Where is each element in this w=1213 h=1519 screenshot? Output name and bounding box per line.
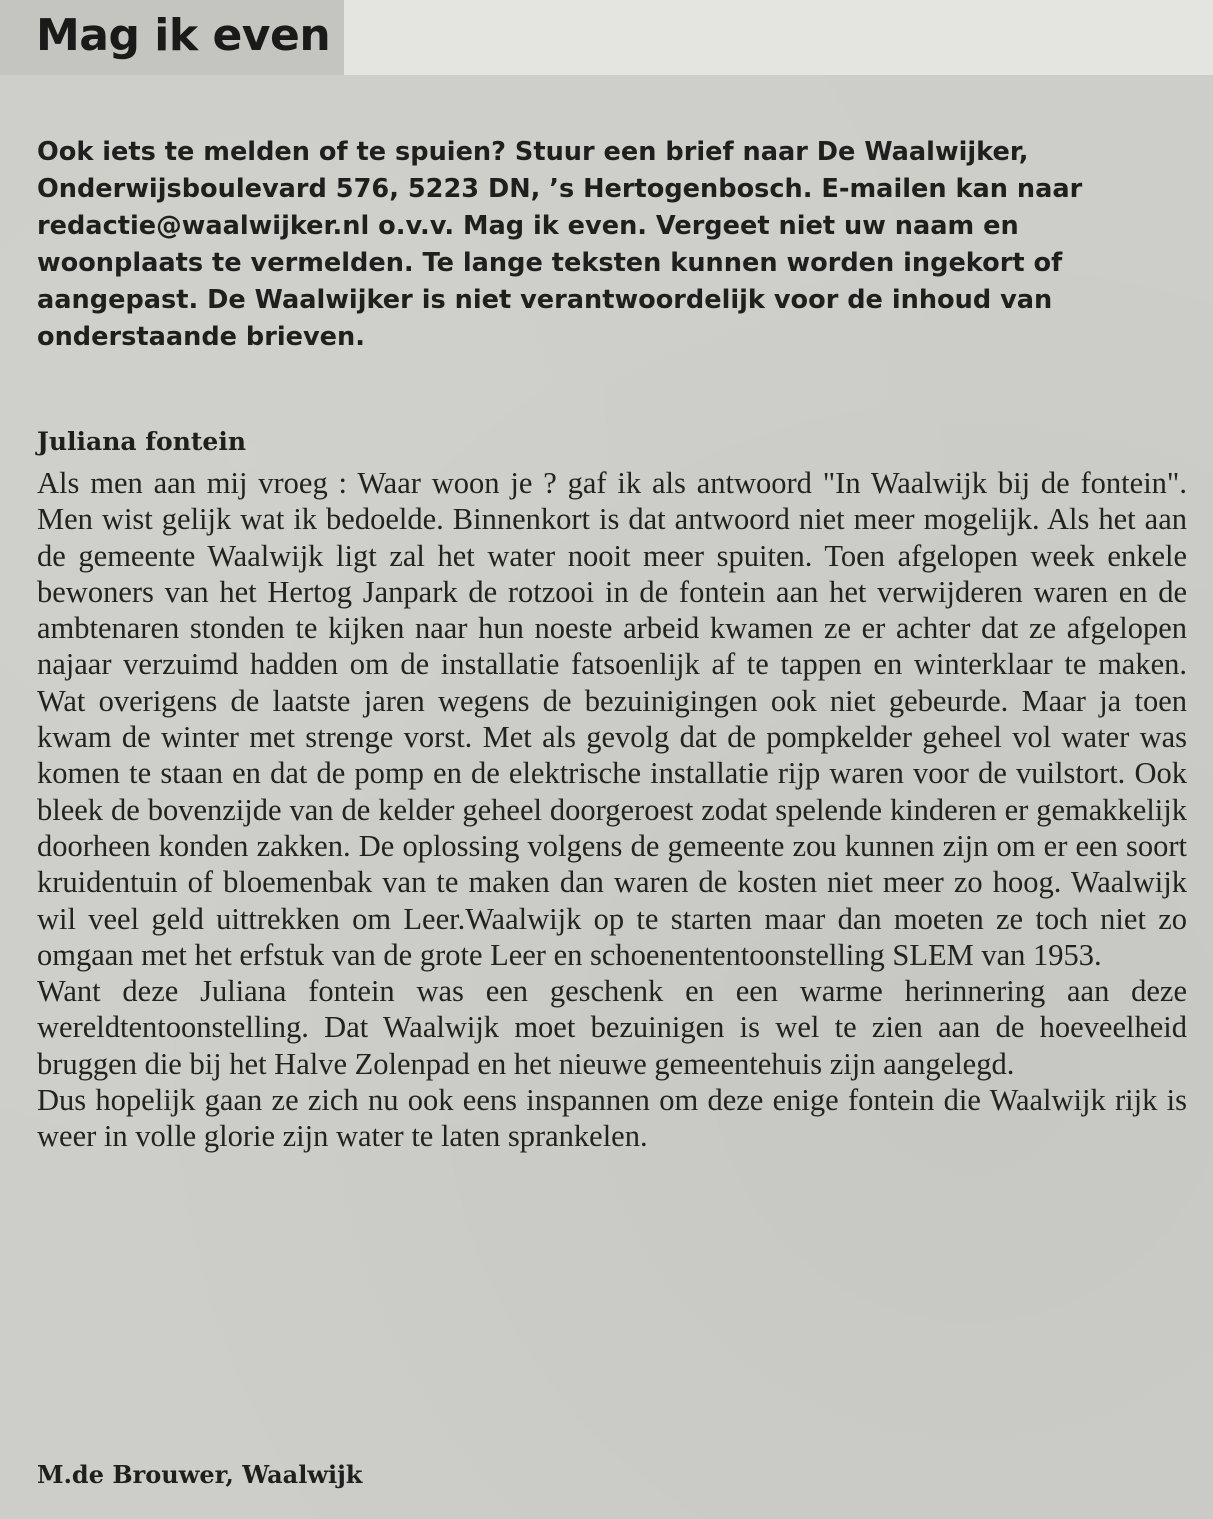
letter-body <box>37 465 1187 1155</box>
letter-signature: M.de Brouwer, Waalwijk <box>37 1460 363 1489</box>
intro-paragraph: Ook iets te melden of te spuien? Stuur een brief naar De Waalwijker, Onderwijsboulevard 576, 5223 DN, ’s Hertogenbosch. E-mailen kan naar redactie@waalwijker.nl o.v.v. Mag ik even. Vergeet niet uw naam en woonplaats te vermelden. Te lange teksten kunnen worden ingekort of aangepast. De Waalwijker is niet verantwoordelijk voor de inhoud van onderstaande brieven. <box>37 137 1083 352</box>
letter-paragraph: Want deze Juliana fontein was een geschenk en een warme herinnering aan deze wereldtentoonstelling. Dat Waalwijk moet bezuinigen is wel te zien aan de hoeveelheid bruggen die bij het Halve Zolenpad en het nieuwe gemeentehuis zijn aangelegd. <box>37 974 1187 1081</box>
header-background <box>344 0 1213 75</box>
section-title: Mag ik even <box>36 10 331 61</box>
letter-paragraph: Dus hopelijk gaan ze zich nu ook eens inspannen om deze enige fontein die Waalwijk rijk is weer in volle glorie zijn water te laten sprankelen. <box>37 1083 1187 1154</box>
letter-title: Juliana fontein <box>37 427 247 456</box>
letter-paragraph: Als men aan mij vroeg : Waar woon je ? gaf ik als antwoord "In Waalwijk bij de fontein". Men wist gelijk wat ik bedoelde. Binnenkort is dat antwoord niet meer mogelijk. Als het aan de gemeente Waalwijk ligt zal het water nooit meer spuiten. Toen afgelopen week enkele bewoners van het Hertog Janpark de rotzooi in de fontein aan het verwijderen waren en de ambtenaren stonden te kijken naar hun noeste arbeid kwamen ze er achter dat ze afgelopen najaar verzuimd hadden om de installatie fatsoenlijk af te tappen en winterklaar te maken. Wat overigens de laatste jaren wegens de bezuinigingen ook niet gebeurde. Maar ja toen kwam de winter met strenge vorst. Met als gevolg dat de pompkelder geheel vol water was komen te staan en dat de pomp en de elektrische installatie rijp waren voor de vuilstort. Ook bleek de bovenzijde van de kelder geheel doorgeroest zodat spelende kinderen er gemakkelijk doorheen konden zakken. De oplossing volgens de gemeente zou kunnen zijn om er een soort kruidentuin of bloemenbak van te maken dan waren de kosten niet meer zo hoog. Waalwijk wil veel geld uittrekken om Leer.Waalwijk op te starten maar dan moeten ze toch niet zo omgaan met het erfstuk van de grote Leer en schoenententoonstelling SLEM van 1953. <box>37 466 1187 972</box>
